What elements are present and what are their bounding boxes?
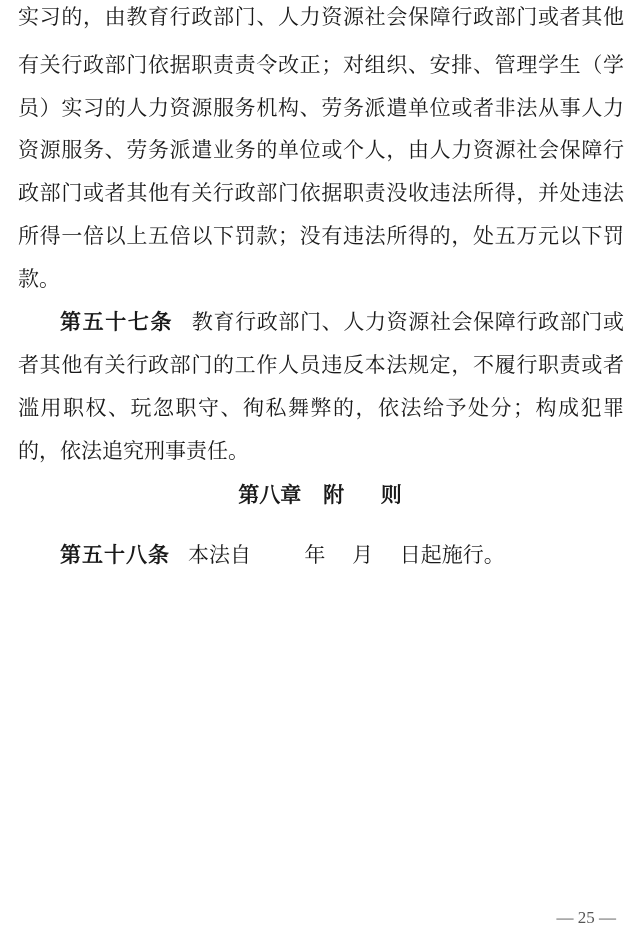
article-58-line bbox=[60, 540, 624, 570]
article-label: 第五十七条 bbox=[60, 310, 174, 334]
text-line: 款。 bbox=[18, 267, 60, 291]
article-text: 教育行政部门、人力资源社会保障行政部门或 bbox=[191, 310, 625, 334]
text-line: 有关行政部门依据职责责令改正；对组织、安排、管理学生（学 bbox=[18, 53, 624, 77]
text-line: 者其他有关行政部门的工作人员违反本法规定，不履行职责或者 bbox=[18, 353, 624, 377]
chapter-heading: 第八章 附 则 bbox=[238, 483, 402, 507]
text-line: 政部门或者其他有关行政部门依据职责没收违法所得，并处违法 bbox=[18, 181, 624, 205]
article-label: 第五十八条 bbox=[60, 543, 170, 567]
article-57-first-line bbox=[60, 307, 624, 337]
text-line: 所得一倍以上五倍以下罚款；没有违法所得的，处五万元以下罚 bbox=[18, 224, 624, 248]
text-line: 员）实习的人力资源服务机构、劳务派遣单位或者非法从事人力 bbox=[18, 96, 624, 120]
text-line: 的，依法追究刑事责任。 bbox=[18, 439, 249, 463]
page-number: — 25 — bbox=[556, 908, 616, 927]
text-line: 资源服务、劳务派遣业务的单位或个人，由人力资源社会保障行 bbox=[18, 138, 624, 162]
article-text: 本法自 年 月 日起施行。 bbox=[188, 543, 505, 567]
text-line: 实习的，由教育行政部门、人力资源社会保障行政部门或者其他 bbox=[18, 5, 624, 29]
text-line: 滥用职权、玩忽职守、徇私舞弊的，依法给予处分；构成犯罪 bbox=[18, 396, 624, 420]
